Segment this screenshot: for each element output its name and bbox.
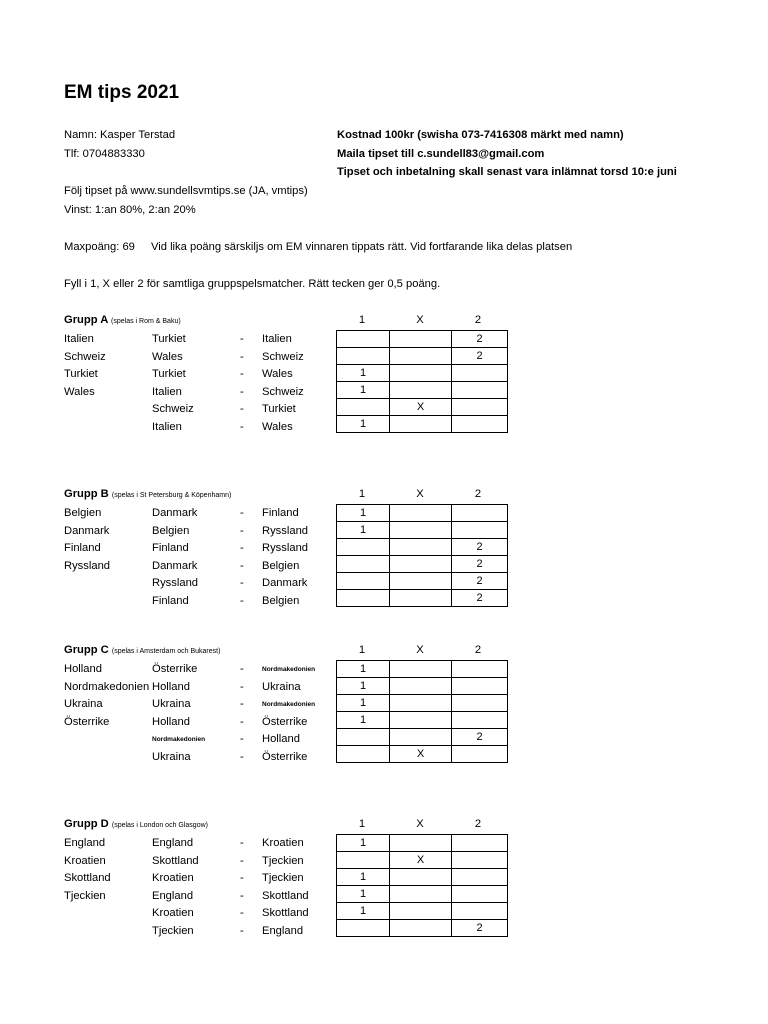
tip-grid (336, 330, 508, 433)
match-away-team: Schweiz (262, 350, 304, 363)
match-away-team: Wales (262, 368, 293, 380)
column-header: 1 (358, 644, 366, 656)
tip-cell-2[interactable] (452, 746, 508, 763)
group-heading (64, 488, 231, 500)
tip-cell-2[interactable]: 2 (452, 729, 508, 746)
tip-cell-2[interactable] (452, 382, 508, 399)
tip-cell-2[interactable] (452, 399, 508, 416)
tip-cell-x[interactable]: X (390, 399, 452, 416)
group-team: Österrike (64, 715, 110, 728)
deadline-info: Tipset och inbetalning skall senast vara inlämnat torsd 10:e juni (337, 166, 677, 178)
match-dash: - (240, 698, 244, 710)
match-away-team: Danmark (262, 577, 308, 589)
tip-cell-x[interactable] (390, 522, 452, 539)
group-name: Grupp A (64, 314, 108, 326)
participant-name: Namn: Kasper Terstad (64, 129, 176, 141)
match-home-team: Holland (152, 680, 190, 693)
match-home-team: Italien (152, 420, 182, 433)
match-home-team: Kroatien (152, 907, 194, 919)
group-team: Turkiet (64, 368, 98, 380)
column-header: X (416, 488, 424, 500)
tip-cell-x[interactable]: X (390, 852, 452, 869)
tip-cell-1[interactable] (337, 348, 390, 365)
match-home-team: Danmark (152, 559, 198, 572)
match-dash: - (240, 403, 244, 415)
cost-info: Kostnad 100kr (swisha 073-7416308 märkt med namn) (337, 129, 624, 141)
match-home-team: Holland (152, 715, 190, 728)
match-away-team: Holland (262, 733, 300, 745)
match-dash: - (240, 507, 244, 519)
tip-cell-x[interactable] (390, 505, 452, 522)
tip-cell-1[interactable] (337, 331, 390, 348)
match-home-team: Tjeckien (152, 924, 194, 937)
tip-cell-1[interactable]: 1 (337, 505, 390, 522)
tip-row (337, 886, 508, 903)
tip-row (337, 678, 508, 695)
group-team: Danmark (64, 524, 110, 537)
match-away-team: Turkiet (262, 403, 296, 415)
tip-cell-1[interactable] (337, 399, 390, 416)
match-home-team: Wales (152, 350, 183, 363)
group-name: Grupp B (64, 488, 109, 500)
column-header: X (416, 314, 424, 326)
column-header: 1 (358, 488, 366, 500)
group-team: Italien (64, 333, 94, 345)
tip-row (337, 399, 508, 416)
match-dash: - (240, 889, 244, 902)
maxpoints-info: Maxpoäng: 69 (64, 241, 135, 253)
tip-cell-1[interactable] (337, 920, 390, 937)
tip-cell-2[interactable]: 2 (452, 348, 508, 365)
group-heading (64, 644, 220, 656)
match-away-team: Tjeckien (262, 854, 304, 867)
tip-cell-1[interactable] (337, 539, 390, 556)
match-dash: - (240, 663, 244, 675)
tip-cell-1[interactable] (337, 746, 390, 763)
tip-cell-2[interactable] (452, 661, 508, 678)
tiebreak-info: Vid lika poäng särskiljs om EM vinnaren tippats rätt. Vid fortfarande lika delas platsen (151, 241, 573, 253)
tip-cell-2[interactable]: 2 (452, 590, 508, 607)
tip-row (337, 365, 508, 382)
match-home-team: Ukraina (152, 750, 191, 763)
match-away-team: Wales (262, 420, 293, 433)
tip-cell-1[interactable]: 1 (337, 869, 390, 886)
tip-cell-x[interactable] (390, 661, 452, 678)
group-venue: (spelas i London och Glasgow) (111, 822, 208, 829)
tip-cell-1[interactable]: 1 (337, 382, 390, 399)
column-header: X (416, 644, 424, 656)
group-venue: (spelas i Amsterdam och Bukarest) (111, 648, 221, 655)
match-away-team: Nordmakedonien (262, 701, 316, 708)
tip-cell-x[interactable] (390, 331, 452, 348)
tip-cell-2[interactable] (452, 886, 508, 903)
group-heading (64, 314, 181, 326)
tip-cell-1[interactable]: 1 (337, 695, 390, 712)
group-team: Schweiz (64, 350, 106, 363)
tip-row (337, 712, 508, 729)
match-away-team: Nordmakedonien (262, 666, 316, 673)
tip-cell-x[interactable] (390, 729, 452, 746)
tip-row (337, 505, 508, 522)
tip-cell-x[interactable] (390, 678, 452, 695)
group-team: Skottland (64, 872, 111, 884)
tip-row (337, 869, 508, 886)
tip-cell-x[interactable] (390, 590, 452, 607)
tip-cell-x[interactable] (390, 903, 452, 920)
tip-cell-1[interactable]: 1 (337, 661, 390, 678)
match-dash: - (240, 872, 244, 884)
match-away-team: Kroatien (262, 837, 304, 849)
match-away-team: Österrike (262, 715, 308, 728)
match-home-team: Ukraina (152, 698, 191, 710)
match-away-team: Tjeckien (262, 872, 304, 884)
group-name: Grupp D (64, 818, 109, 830)
tip-row (337, 573, 508, 590)
tip-cell-x[interactable] (390, 886, 452, 903)
match-dash: - (240, 837, 244, 849)
tip-cell-2[interactable] (452, 505, 508, 522)
match-away-team: Ryssland (262, 542, 309, 554)
match-dash: - (240, 350, 244, 363)
tip-cell-2[interactable]: 2 (452, 331, 508, 348)
tip-cell-x[interactable] (390, 712, 452, 729)
match-away-team: Österrike (262, 750, 308, 763)
match-home-team: Turkiet (152, 368, 186, 380)
mail-info: Maila tipset till c.sundell83@gmail.com (337, 148, 545, 160)
match-away-team: Finland (262, 507, 299, 519)
match-home-team: Danmark (152, 507, 198, 519)
match-home-team: Skottland (152, 854, 199, 867)
tip-cell-x[interactable] (390, 695, 452, 712)
column-header: 2 (474, 644, 482, 656)
match-away-team: Belgien (262, 559, 300, 572)
tip-cell-1[interactable] (337, 573, 390, 590)
match-dash: - (240, 750, 244, 763)
tip-cell-x[interactable] (390, 835, 452, 852)
match-dash: - (240, 333, 244, 345)
match-away-team: Belgien (262, 594, 300, 607)
match-dash: - (240, 368, 244, 380)
tip-cell-2[interactable] (452, 835, 508, 852)
instructions: Fyll i 1, X eller 2 för samtliga gruppspelsmatcher. Rätt tecken ger 0,5 poäng. (64, 278, 441, 290)
match-dash: - (240, 715, 244, 728)
tip-cell-2[interactable]: 2 (452, 573, 508, 590)
tip-grid (336, 834, 508, 937)
tip-cell-x[interactable] (390, 573, 452, 590)
tip-row (337, 695, 508, 712)
tip-row (337, 729, 508, 746)
match-away-team: Italien (262, 333, 292, 345)
match-dash: - (240, 733, 244, 745)
tip-row (337, 539, 508, 556)
match-home-team: Belgien (152, 524, 190, 537)
follow-info: Följ tipset på www.sundellsvmtips.se (JA, vmtips) (64, 185, 308, 197)
match-away-team: Schweiz (262, 385, 304, 398)
match-home-team: Italien (152, 385, 182, 398)
group-team: Ukraina (64, 698, 103, 710)
tip-row (337, 920, 508, 937)
tip-cell-2[interactable] (452, 869, 508, 886)
match-dash: - (240, 542, 244, 554)
match-home-team: Schweiz (152, 403, 194, 415)
tip-row (337, 746, 508, 763)
group-team: Finland (64, 542, 101, 554)
column-header: 2 (474, 314, 482, 326)
tip-cell-x[interactable] (390, 920, 452, 937)
group-team: Ryssland (64, 559, 111, 572)
tip-row (337, 835, 508, 852)
tip-cell-1[interactable]: 1 (337, 712, 390, 729)
match-away-team: Skottland (262, 907, 309, 919)
tip-cell-x[interactable] (390, 382, 452, 399)
match-home-team: Kroatien (152, 872, 194, 884)
tip-row (337, 331, 508, 348)
tip-cell-x[interactable] (390, 869, 452, 886)
group-venue: (spelas i St Petersburg & Köpenhamn) (111, 492, 232, 499)
tip-cell-1[interactable] (337, 556, 390, 573)
tip-row (337, 416, 508, 433)
column-header: X (416, 818, 424, 830)
tip-cell-2[interactable]: 2 (452, 556, 508, 573)
tip-row (337, 522, 508, 539)
tip-cell-1[interactable]: 1 (337, 365, 390, 382)
match-home-team: England (152, 889, 194, 902)
tip-cell-2[interactable] (452, 903, 508, 920)
tip-row (337, 590, 508, 607)
tip-cell-1[interactable]: 1 (337, 835, 390, 852)
match-dash: - (240, 680, 244, 693)
tip-cell-1[interactable]: 1 (337, 678, 390, 695)
tip-cell-1[interactable] (337, 852, 390, 869)
match-dash: - (240, 577, 244, 589)
participant-phone: Tlf: 0704883330 (64, 148, 145, 160)
match-dash: - (240, 420, 244, 433)
tip-cell-x[interactable] (390, 365, 452, 382)
column-header: 2 (474, 488, 482, 500)
match-home-team: Finland (152, 594, 189, 607)
tip-cell-2[interactable] (452, 695, 508, 712)
tip-cell-2[interactable] (452, 365, 508, 382)
match-away-team: Ryssland (262, 524, 309, 537)
tip-cell-2[interactable] (452, 678, 508, 695)
tip-cell-1[interactable]: 1 (337, 903, 390, 920)
tip-cell-2[interactable]: 2 (452, 539, 508, 556)
column-header: 2 (474, 818, 482, 830)
match-home-team: Turkiet (152, 333, 186, 345)
tip-row (337, 348, 508, 365)
match-dash: - (240, 524, 244, 537)
match-home-team: Ryssland (152, 577, 199, 589)
tip-cell-x[interactable] (390, 416, 452, 433)
tip-grid (336, 504, 508, 607)
tip-cell-x[interactable] (390, 348, 452, 365)
tip-cell-2[interactable] (452, 416, 508, 433)
match-home-team: Finland (152, 542, 189, 554)
tip-cell-1[interactable] (337, 729, 390, 746)
tip-cell-1[interactable]: 1 (337, 522, 390, 539)
tip-cell-2[interactable]: 2 (452, 920, 508, 937)
match-home-team: England (152, 837, 194, 849)
page-title: EM tips 2021 (64, 82, 180, 103)
match-away-team: England (262, 924, 304, 937)
prize-info: Vinst: 1:an 80%, 2:an 20% (64, 204, 196, 216)
group-heading (64, 818, 208, 830)
tip-cell-1[interactable]: 1 (337, 416, 390, 433)
tip-row (337, 852, 508, 869)
tip-cell-x[interactable]: X (390, 746, 452, 763)
match-away-team: Ukraina (262, 680, 301, 693)
tip-row (337, 382, 508, 399)
group-team: Holland (64, 663, 102, 675)
tip-row (337, 903, 508, 920)
tip-cell-1[interactable]: 1 (337, 886, 390, 903)
match-away-team: Skottland (262, 889, 309, 902)
group-team: Belgien (64, 507, 102, 519)
group-name: Grupp C (64, 644, 109, 656)
column-header: 1 (358, 314, 366, 326)
tip-row (337, 556, 508, 573)
match-home-team: Nordmakedonien (152, 736, 206, 743)
group-team: Tjeckien (64, 889, 106, 902)
column-header: 1 (358, 818, 366, 830)
group-team: Kroatien (64, 854, 106, 867)
tip-cell-x[interactable] (390, 556, 452, 573)
match-dash: - (240, 907, 244, 919)
match-home-team: Österrike (152, 663, 198, 675)
tip-row (337, 661, 508, 678)
group-team: Nordmakedonien (64, 680, 150, 693)
match-dash: - (240, 559, 244, 572)
tip-cell-2[interactable] (452, 852, 508, 869)
tip-cell-2[interactable] (452, 712, 508, 729)
match-dash: - (240, 854, 244, 867)
match-dash: - (240, 594, 244, 607)
group-team: Wales (64, 385, 95, 398)
tip-grid (336, 660, 508, 763)
tip-cell-2[interactable] (452, 522, 508, 539)
match-dash: - (240, 924, 244, 937)
group-venue: (spelas i Rom & Baku) (111, 318, 181, 325)
tip-cell-1[interactable] (337, 590, 390, 607)
match-dash: - (240, 385, 244, 398)
tip-cell-x[interactable] (390, 539, 452, 556)
group-team: England (64, 837, 106, 849)
